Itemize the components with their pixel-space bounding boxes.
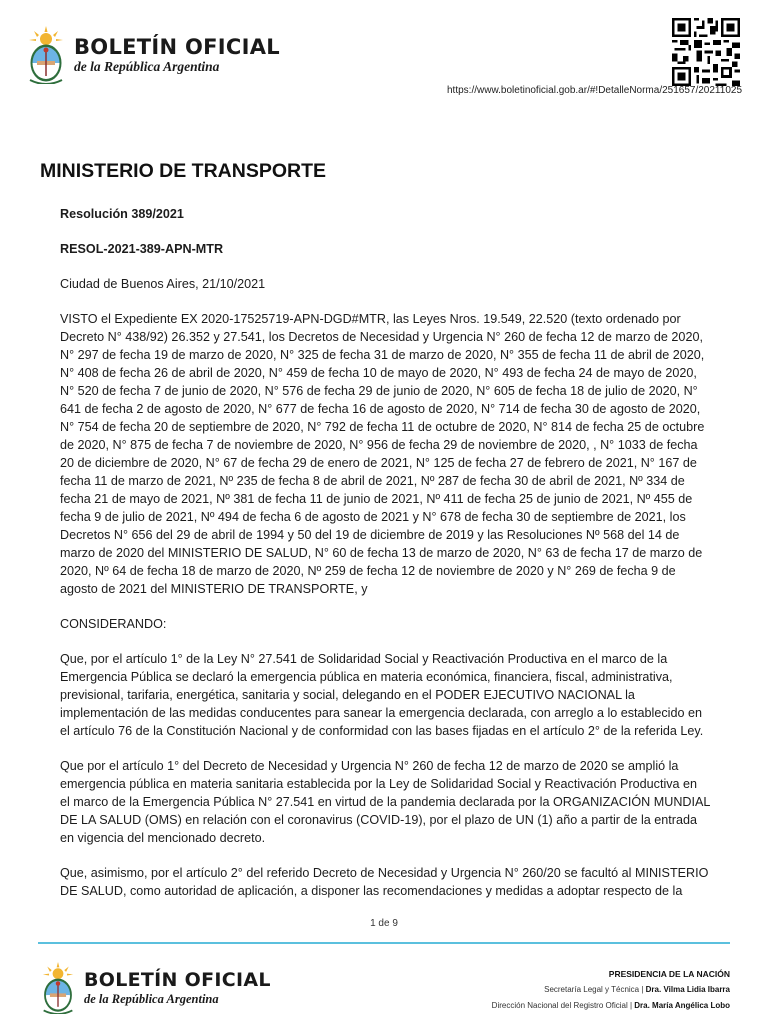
page-number: 1 de 9: [370, 918, 398, 929]
paragraph-3: Que, asimismo, por el artículo 2° del referido Decreto de Necesidad y Urgencia N° 260/20 se facultó al MINISTERIO DE SALUD, como autoridad de aplicación, a disponer las recomendaciones y medidas a adoptar respecto de la: [60, 866, 709, 898]
place-date: Ciudad de Buenos Aires, 21/10/2021: [60, 277, 266, 291]
footer-logo-title: BOLETÍN OFICIAL: [84, 969, 271, 991]
resolution-code: RESOL-2021-389-APN-MTR: [60, 242, 224, 256]
directorate-label: Dirección Nacional del Registro Oficial: [491, 1001, 628, 1010]
paragraph-2: Que por el artículo 1° del Decreto de Necesidad y Urgencia N° 260 de fecha 12 de marzo de 2020 se amplió la emergencia pública en materia sanitaria establecida por la Ley de Solidaridad Social y Reactivación Productiva en el marco de la Emergencia Pública N° 27.541 en virtud de la pandemia declarada por la ORGANIZACIÓN MUNDIAL DE LA SALUD (OMS) en relación con el coronavirus (COVID-19), por el plazo de UN (1) año a partir de la entrada en vigencia del mencionado decreto.: [60, 759, 710, 845]
resolution-number: Resolución 389/2021: [60, 207, 184, 221]
presidency-label: PRESIDENCIA DE LA NACIÓN: [608, 969, 730, 979]
footer-divider: [38, 942, 730, 944]
national-emblem-icon: [40, 962, 76, 1014]
footer-logo: [40, 962, 271, 1014]
national-emblem-icon: [26, 26, 66, 84]
qr-code-icon[interactable]: [672, 18, 740, 86]
credit-line-1: Secretaría Legal y Técnica | Dra. Vilma Lidia Ibarra: [544, 985, 730, 994]
paragraph-1: Que, por el artículo 1° de la Ley N° 27.541 de Solidaridad Social y Reactivación Productiva en el marco de la Emergencia Pública se declaró la emergencia pública en materia económica, financiera, fiscal, administrativa, previsional, tarifaria, energética, sanitaria y social, delegando en el PODER EJECUTIVO NACIONAL la implementación de las medidas conducentes para sanear la emergencia declarada, con arreglo a lo establecido en el artículo 76 de la Constitución Nacional y de conformidad con las bases fijadas en el artículo 2° de la referida Ley.: [60, 652, 704, 738]
footer-credits: [492, 966, 730, 1014]
logo-title: BOLETÍN OFICIAL: [74, 35, 280, 59]
visto-paragraph: VISTO el Expediente EX 2020-17525719-APN-DGD#MTR, las Leyes Nros. 19.549, 22.520 (texto ordenado por Decreto N° 438/92) 26.352 y 27.541, los Decretos de Necesidad y Urgencia N° 260 de fecha 12 de marzo de 2020, N° 297 de fecha 19 de marzo de 2020, N° 325 de fecha 31 de marzo de 2020, N° 355 de fecha 11 de abril de 2020, N° 408 de fecha 26 de abril de 2020, N° 459 de fecha 10 de mayo de 2020, N° 493 de fecha 24 de mayo de 2020, N° 520 de fecha 7 de junio de 2020, N° 576 de fecha 29 de junio de 2020, N° 605 de fecha 18 de julio de 2020, N° 641 de fecha 2 de agosto de 2020, N° 677 de fecha 16 de agosto de 2020, N° 714 de fecha 30 de agosto de 2020, N° 754 de fecha 20 de septiembre de 2020, N° 792 de fecha 11 de octubre de 2020, N° 814 de fecha 25 de octubre de 2020, N° 875 de fecha 7 de noviembre de 2020, N° 956 de fecha 29 de noviembre de 2020, , N° 1033 de fecha 20 de diciembre de 2020, N° 67 de fecha 29 de enero de 2021, N° 125 de fecha 27 de febrero de 2021, N° 167 de fecha 11 de marzo de 2021, Nº 235 de fecha 8 de abril de 2021, Nº 287 de fecha 30 de abril de 2021, Nº 334 de fecha 21 de mayo de 2021, Nº 381 de fecha 11 de junio de 2021, Nº 411 de fecha 25 de junio de 2021, Nº 455 de fecha 9 de julio de 2021, Nº 494 de fecha 6 de agosto de 2021 y N° 678 de fecha 30 de septiembre de 2021, los Decretos N° 656 del 29 de abril de 1994 y 50 del 19 de diciembre de 2019 y las Resoluciones Nº 568 del 14 de marzo de 2020 del MINISTERIO DE SALUD, N° 60 de fecha 13 de marzo de 2020, N° 63 de fecha 17 de marzo de 2020, Nº 64 de fecha 18 de marzo de 2020, Nº 259 de fecha 12 de noviembre de 2020 y N° 269 de fecha 9 de agosto de 2021 del MINISTERIO DE TRANSPORTE, y: [60, 312, 705, 596]
document-body: [60, 205, 710, 917]
considerando-heading: CONSIDERANDO:: [60, 617, 167, 631]
secretariat-head: Dra. Vilma Lidia Ibarra: [645, 985, 730, 994]
directorate-head: Dra. María Angélica Lobo: [634, 1001, 730, 1010]
credit-line-2: Dirección Nacional del Registro Oficial | Dra. María Angélica Lobo: [491, 1001, 730, 1010]
header-logo: [26, 26, 280, 84]
secretariat-label: Secretaría Legal y Técnica: [544, 985, 640, 994]
ministry-heading: MINISTERIO DE TRANSPORTE: [40, 160, 327, 182]
footer-logo-subtitle: de la República Argentina: [84, 992, 219, 1006]
logo-subtitle: de la República Argentina: [74, 59, 220, 74]
document-url[interactable]: https://www.boletinoficial.gob.ar/#!DetalleNorma/251657/20211025: [447, 85, 742, 96]
